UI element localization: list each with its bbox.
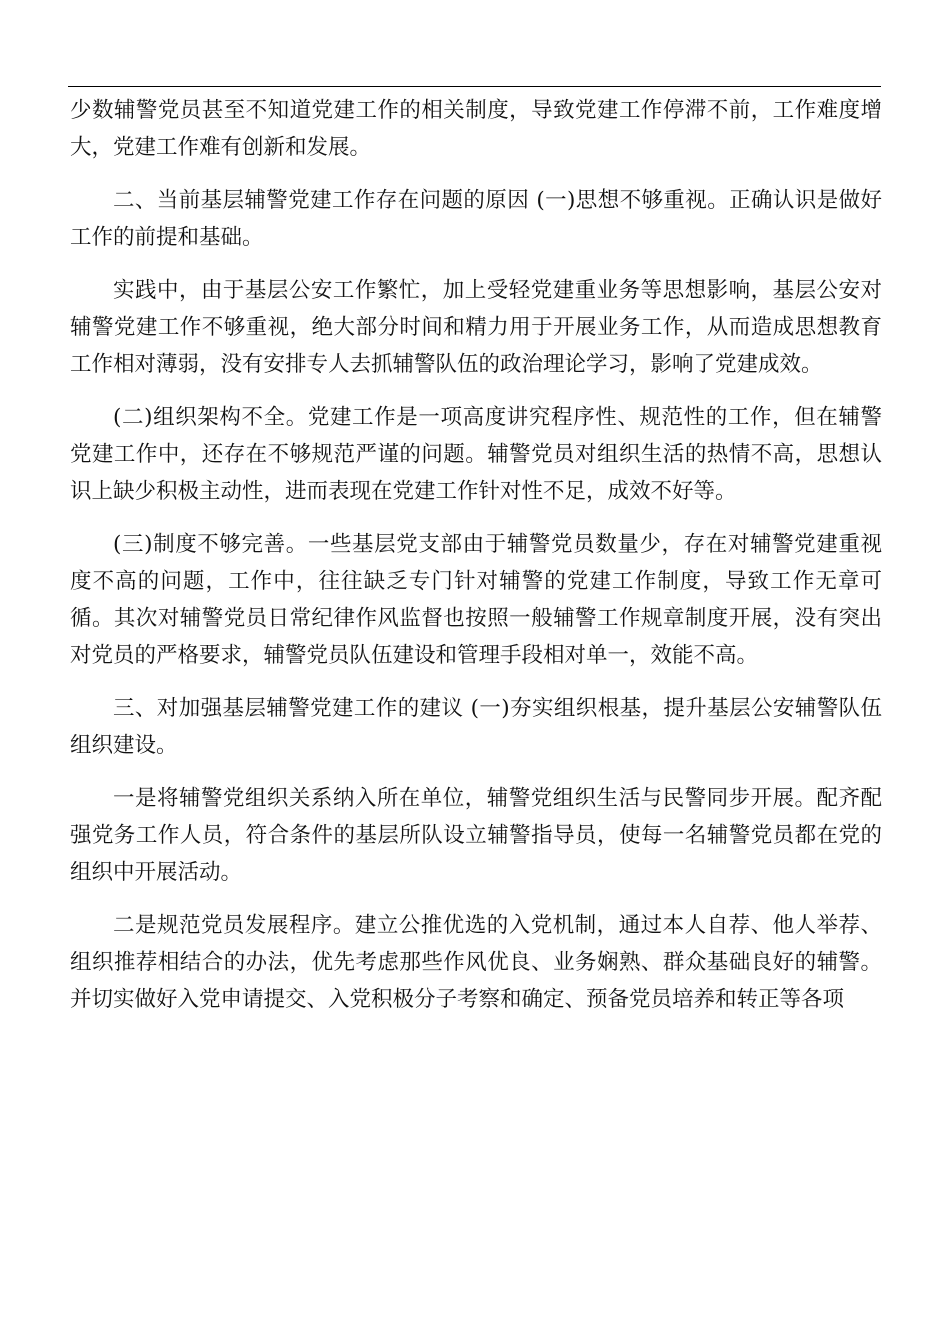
paragraph-section-three-heading: 三、对加强基层辅警党建工作的建议 (一)夯实组织根基，提升基层公安辅警队伍组织建设。	[70, 696, 882, 758]
header-rule	[68, 86, 881, 87]
document-body	[70, 92, 882, 1034]
paragraph-practice: 实践中，由于基层公安工作繁忙，加上受轻党建重业务等思想影响，基层公安对辅警党建工作不够重视，绝大部分时间和精力用于开展业务工作，从而造成思想教育工作相对薄弱，没有安排专人去抓辅警队伍的政治理论学习，影响了党建成效。	[70, 278, 882, 377]
paragraph-continuation: 少数辅警党员甚至不知道党建工作的相关制度，导致党建工作停滞不前，工作难度增大，党建工作难有创新和发展。	[70, 98, 882, 160]
paragraph-point-two: 二是规范党员发展程序。建立公推优选的入党机制，通过本人自荐、他人举荐、组织推荐相结合的办法，优先考虑那些作风优良、业务娴熟、群众基础良好的辅警。并切实做好入党申请提交、入党积极分子考察和确定、预备党员培养和转正等各项	[70, 913, 882, 1012]
paragraph-point-one: 一是将辅警党组织关系纳入所在单位，辅警党组织生活与民警同步开展。配齐配强党务工作人员，符合条件的基层所队设立辅警指导员，使每一名辅警党员都在党的组织中开展活动。	[70, 786, 882, 885]
paragraph-section-two-heading: 二、当前基层辅警党建工作存在问题的原因 (一)思想不够重视。正确认识是做好工作的前提和基础。	[70, 188, 882, 250]
paragraph-organization-structure: (二)组织架构不全。党建工作是一项高度讲究程序性、规范性的工作，但在辅警党建工作中，还存在不够规范严谨的问题。辅警党员对组织生活的热情不高，思想认识上缺少积极主动性，进而表现在党建工作针对性不足，成效不好等。	[70, 405, 882, 504]
paragraph-system-imperfect: (三)制度不够完善。一些基层党支部由于辅警党员数量少，存在对辅警党建重视度不高的问题，工作中，往往缺乏专门针对辅警的党建工作制度，导致工作无章可循。其次对辅警党员日常纪律作风监督也按照一般辅警工作规章制度开展，没有突出对党员的严格要求，辅警党员队伍建设和管理手段相对单一，效能不高。	[70, 532, 882, 668]
